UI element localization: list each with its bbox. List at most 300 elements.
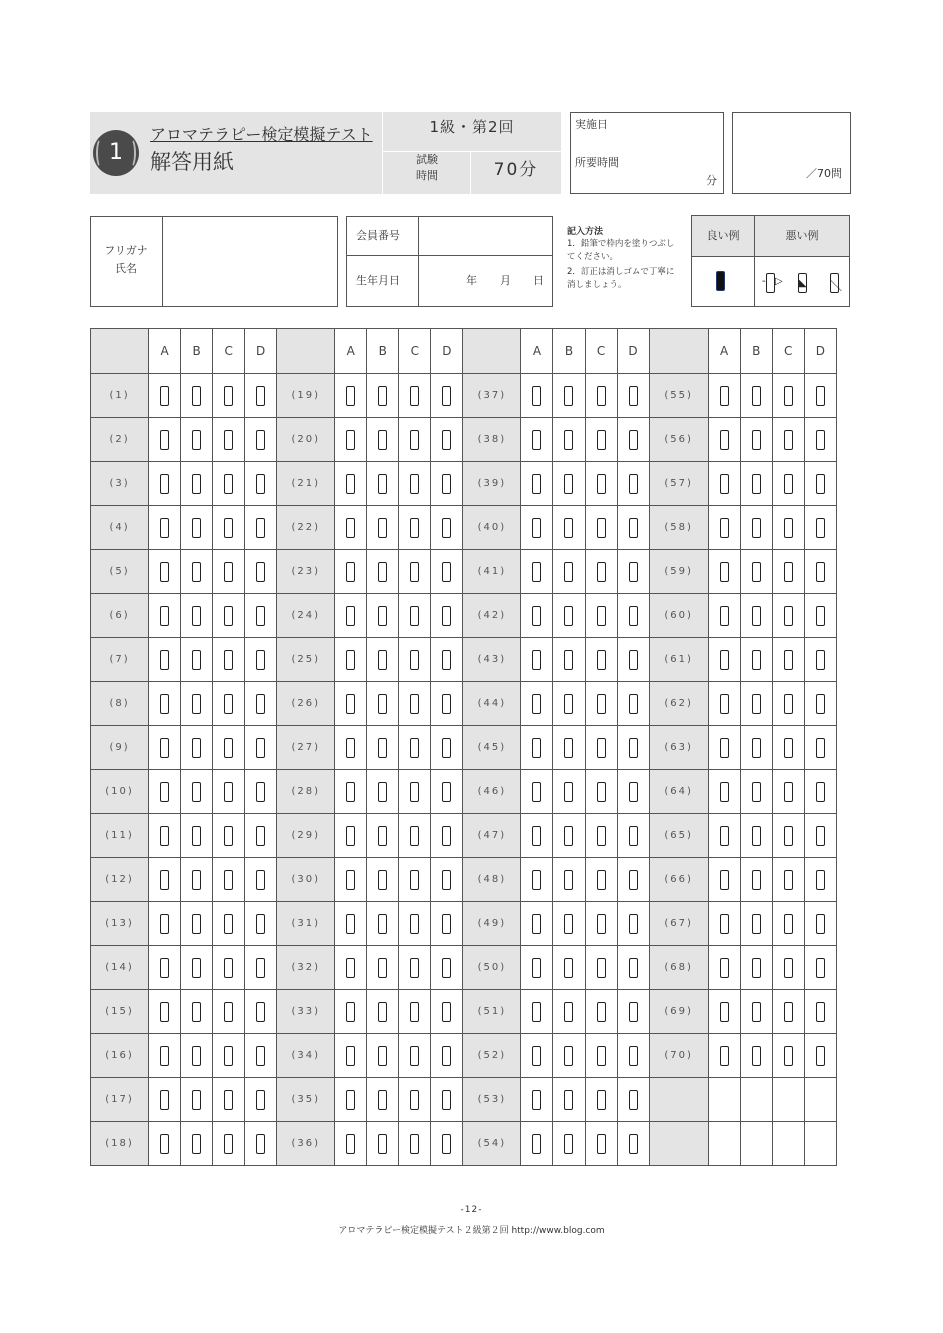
answer-cell[interactable] xyxy=(617,506,649,550)
answer-bubble[interactable] xyxy=(410,518,419,538)
answer-cell[interactable] xyxy=(367,638,399,682)
answer-cell[interactable] xyxy=(617,1122,649,1166)
answer-bubble[interactable] xyxy=(442,650,451,670)
answer-bubble[interactable] xyxy=(378,386,387,406)
answer-bubble[interactable] xyxy=(410,562,419,582)
answer-bubble[interactable] xyxy=(532,694,541,714)
answer-bubble[interactable] xyxy=(160,606,169,626)
answer-bubble[interactable] xyxy=(346,474,355,494)
answer-bubble[interactable] xyxy=(192,914,201,934)
answer-bubble[interactable] xyxy=(256,606,265,626)
answer-bubble[interactable] xyxy=(752,1002,761,1022)
answer-bubble[interactable] xyxy=(629,386,638,406)
answer-bubble[interactable] xyxy=(442,1002,451,1022)
answer-bubble[interactable] xyxy=(378,606,387,626)
answer-bubble[interactable] xyxy=(224,386,233,406)
answer-bubble[interactable] xyxy=(160,518,169,538)
answer-cell[interactable] xyxy=(740,946,772,990)
answer-bubble[interactable] xyxy=(224,1134,233,1154)
answer-cell[interactable] xyxy=(772,550,804,594)
answer-bubble[interactable] xyxy=(597,738,606,758)
answer-bubble[interactable] xyxy=(752,870,761,890)
answer-bubble[interactable] xyxy=(564,386,573,406)
answer-cell[interactable] xyxy=(213,1034,245,1078)
answer-cell[interactable] xyxy=(181,638,213,682)
answer-cell[interactable] xyxy=(149,902,181,946)
answer-cell[interactable] xyxy=(740,506,772,550)
answer-bubble[interactable] xyxy=(532,1046,541,1066)
answer-cell[interactable] xyxy=(585,1034,617,1078)
answer-cell[interactable] xyxy=(399,770,431,814)
answer-bubble[interactable] xyxy=(784,650,793,670)
answer-cell[interactable] xyxy=(181,770,213,814)
answer-cell[interactable] xyxy=(521,770,553,814)
answer-cell[interactable] xyxy=(399,1034,431,1078)
answer-bubble[interactable] xyxy=(784,386,793,406)
answer-bubble[interactable] xyxy=(224,430,233,450)
answer-cell[interactable] xyxy=(149,946,181,990)
answer-bubble[interactable] xyxy=(784,606,793,626)
answer-bubble[interactable] xyxy=(378,430,387,450)
answer-bubble[interactable] xyxy=(816,826,825,846)
answer-bubble[interactable] xyxy=(442,474,451,494)
answer-cell[interactable] xyxy=(431,1034,463,1078)
answer-cell[interactable] xyxy=(804,550,836,594)
answer-cell[interactable] xyxy=(335,946,367,990)
answer-cell[interactable] xyxy=(804,814,836,858)
answer-bubble[interactable] xyxy=(160,430,169,450)
answer-bubble[interactable] xyxy=(532,386,541,406)
answer-bubble[interactable] xyxy=(410,1090,419,1110)
answer-cell[interactable] xyxy=(708,374,740,418)
answer-cell[interactable] xyxy=(708,726,740,770)
answer-bubble[interactable] xyxy=(160,826,169,846)
answer-cell[interactable] xyxy=(521,814,553,858)
answer-cell[interactable] xyxy=(181,550,213,594)
answer-bubble[interactable] xyxy=(256,782,265,802)
answer-cell[interactable] xyxy=(367,506,399,550)
answer-cell[interactable] xyxy=(804,1034,836,1078)
answer-bubble[interactable] xyxy=(442,606,451,626)
answer-bubble[interactable] xyxy=(256,474,265,494)
answer-bubble[interactable] xyxy=(720,1002,729,1022)
answer-bubble[interactable] xyxy=(442,1134,451,1154)
answer-bubble[interactable] xyxy=(752,782,761,802)
answer-cell[interactable] xyxy=(431,594,463,638)
answer-cell[interactable] xyxy=(367,418,399,462)
answer-cell[interactable] xyxy=(181,418,213,462)
answer-bubble[interactable] xyxy=(346,1090,355,1110)
answer-bubble[interactable] xyxy=(816,518,825,538)
answer-cell[interactable] xyxy=(553,1122,585,1166)
answer-bubble[interactable] xyxy=(720,386,729,406)
answer-bubble[interactable] xyxy=(160,650,169,670)
answer-bubble[interactable] xyxy=(597,914,606,934)
answer-cell[interactable] xyxy=(335,814,367,858)
answer-bubble[interactable] xyxy=(564,1002,573,1022)
answer-bubble[interactable] xyxy=(224,738,233,758)
answer-bubble[interactable] xyxy=(532,1002,541,1022)
answer-cell[interactable] xyxy=(213,770,245,814)
answer-cell[interactable] xyxy=(772,902,804,946)
score-box[interactable] xyxy=(732,112,851,194)
answer-bubble[interactable] xyxy=(224,518,233,538)
answer-cell[interactable] xyxy=(431,462,463,506)
answer-cell[interactable] xyxy=(399,682,431,726)
answer-bubble[interactable] xyxy=(410,738,419,758)
answer-cell[interactable] xyxy=(617,770,649,814)
answer-bubble[interactable] xyxy=(378,694,387,714)
answer-cell[interactable] xyxy=(245,858,277,902)
answer-cell[interactable] xyxy=(335,550,367,594)
answer-cell[interactable] xyxy=(367,726,399,770)
answer-bubble[interactable] xyxy=(597,1046,606,1066)
answer-cell[interactable] xyxy=(399,946,431,990)
answer-cell[interactable] xyxy=(585,990,617,1034)
answer-bubble[interactable] xyxy=(442,694,451,714)
answer-cell[interactable] xyxy=(553,506,585,550)
answer-bubble[interactable] xyxy=(224,474,233,494)
answer-cell[interactable] xyxy=(149,462,181,506)
answer-cell[interactable] xyxy=(585,682,617,726)
answer-bubble[interactable] xyxy=(597,386,606,406)
answer-bubble[interactable] xyxy=(346,1046,355,1066)
answer-cell[interactable] xyxy=(772,990,804,1034)
answer-cell[interactable] xyxy=(181,814,213,858)
answer-cell[interactable] xyxy=(553,902,585,946)
answer-bubble[interactable] xyxy=(532,738,541,758)
answer-cell[interactable] xyxy=(708,506,740,550)
answer-bubble[interactable] xyxy=(346,958,355,978)
answer-cell[interactable] xyxy=(740,638,772,682)
answer-bubble[interactable] xyxy=(597,518,606,538)
answer-bubble[interactable] xyxy=(410,1002,419,1022)
answer-cell[interactable] xyxy=(521,462,553,506)
answer-bubble[interactable] xyxy=(224,782,233,802)
answer-cell[interactable] xyxy=(553,1078,585,1122)
answer-cell[interactable] xyxy=(149,638,181,682)
answer-cell[interactable] xyxy=(553,374,585,418)
answer-bubble[interactable] xyxy=(256,1046,265,1066)
answer-cell[interactable] xyxy=(399,902,431,946)
answer-cell[interactable] xyxy=(521,902,553,946)
answer-cell[interactable] xyxy=(804,858,836,902)
answer-cell[interactable] xyxy=(245,462,277,506)
answer-cell[interactable] xyxy=(181,1078,213,1122)
answer-cell[interactable] xyxy=(708,550,740,594)
answer-cell[interactable] xyxy=(245,1122,277,1166)
answer-bubble[interactable] xyxy=(720,1046,729,1066)
answer-bubble[interactable] xyxy=(410,694,419,714)
answer-bubble[interactable] xyxy=(532,958,541,978)
answer-bubble[interactable] xyxy=(532,562,541,582)
answer-cell[interactable] xyxy=(335,990,367,1034)
answer-bubble[interactable] xyxy=(346,606,355,626)
answer-cell[interactable] xyxy=(617,374,649,418)
answer-bubble[interactable] xyxy=(160,386,169,406)
answer-bubble[interactable] xyxy=(442,826,451,846)
answer-bubble[interactable] xyxy=(378,958,387,978)
answer-cell[interactable] xyxy=(804,594,836,638)
answer-bubble[interactable] xyxy=(720,870,729,890)
answer-bubble[interactable] xyxy=(192,606,201,626)
answer-cell[interactable] xyxy=(617,1034,649,1078)
answer-cell[interactable] xyxy=(213,374,245,418)
answer-bubble[interactable] xyxy=(564,782,573,802)
answer-cell[interactable] xyxy=(245,726,277,770)
answer-bubble[interactable] xyxy=(752,606,761,626)
answer-cell[interactable] xyxy=(617,1078,649,1122)
answer-cell[interactable] xyxy=(399,506,431,550)
answer-cell[interactable] xyxy=(740,726,772,770)
answer-cell[interactable] xyxy=(245,594,277,638)
answer-bubble[interactable] xyxy=(629,694,638,714)
answer-cell[interactable] xyxy=(521,418,553,462)
answer-cell[interactable] xyxy=(367,990,399,1034)
answer-bubble[interactable] xyxy=(224,694,233,714)
answer-bubble[interactable] xyxy=(629,562,638,582)
answer-cell[interactable] xyxy=(617,594,649,638)
answer-bubble[interactable] xyxy=(532,606,541,626)
answer-bubble[interactable] xyxy=(410,1046,419,1066)
answer-cell[interactable] xyxy=(181,858,213,902)
answer-bubble[interactable] xyxy=(442,870,451,890)
answer-cell[interactable] xyxy=(772,506,804,550)
answer-bubble[interactable] xyxy=(378,1090,387,1110)
answer-bubble[interactable] xyxy=(378,1134,387,1154)
answer-cell[interactable] xyxy=(245,770,277,814)
answer-bubble[interactable] xyxy=(346,562,355,582)
answer-cell[interactable] xyxy=(335,1078,367,1122)
answer-cell[interactable] xyxy=(367,1122,399,1166)
answer-bubble[interactable] xyxy=(346,1002,355,1022)
answer-bubble[interactable] xyxy=(752,1046,761,1066)
answer-cell[interactable] xyxy=(213,946,245,990)
answer-cell[interactable] xyxy=(585,814,617,858)
answer-cell[interactable] xyxy=(245,506,277,550)
answer-bubble[interactable] xyxy=(256,1134,265,1154)
answer-cell[interactable] xyxy=(149,594,181,638)
answer-cell[interactable] xyxy=(553,462,585,506)
answer-cell[interactable] xyxy=(335,902,367,946)
answer-cell[interactable] xyxy=(245,1034,277,1078)
answer-bubble[interactable] xyxy=(784,826,793,846)
answer-cell[interactable] xyxy=(399,814,431,858)
answer-bubble[interactable] xyxy=(629,870,638,890)
answer-bubble[interactable] xyxy=(160,562,169,582)
answer-cell[interactable] xyxy=(585,770,617,814)
answer-bubble[interactable] xyxy=(442,386,451,406)
answer-bubble[interactable] xyxy=(378,474,387,494)
answer-bubble[interactable] xyxy=(597,650,606,670)
answer-cell[interactable] xyxy=(708,682,740,726)
answer-cell[interactable] xyxy=(431,418,463,462)
answer-bubble[interactable] xyxy=(442,430,451,450)
answer-cell[interactable] xyxy=(149,858,181,902)
answer-bubble[interactable] xyxy=(192,1046,201,1066)
answer-cell[interactable] xyxy=(335,682,367,726)
answer-bubble[interactable] xyxy=(532,870,541,890)
answer-cell[interactable] xyxy=(245,638,277,682)
answer-cell[interactable] xyxy=(708,770,740,814)
answer-cell[interactable] xyxy=(399,858,431,902)
answer-cell[interactable] xyxy=(213,902,245,946)
answer-bubble[interactable] xyxy=(442,914,451,934)
answer-bubble[interactable] xyxy=(564,1134,573,1154)
answer-bubble[interactable] xyxy=(720,826,729,846)
answer-bubble[interactable] xyxy=(629,1090,638,1110)
answer-bubble[interactable] xyxy=(564,958,573,978)
answer-bubble[interactable] xyxy=(784,870,793,890)
answer-cell[interactable] xyxy=(521,374,553,418)
answer-bubble[interactable] xyxy=(752,650,761,670)
answer-bubble[interactable] xyxy=(192,386,201,406)
answer-bubble[interactable] xyxy=(532,474,541,494)
answer-cell[interactable] xyxy=(804,638,836,682)
answer-cell[interactable] xyxy=(521,726,553,770)
answer-cell[interactable] xyxy=(213,990,245,1034)
answer-bubble[interactable] xyxy=(752,474,761,494)
answer-cell[interactable] xyxy=(149,418,181,462)
answer-cell[interactable] xyxy=(149,814,181,858)
answer-bubble[interactable] xyxy=(752,430,761,450)
answer-bubble[interactable] xyxy=(378,782,387,802)
answer-cell[interactable] xyxy=(585,946,617,990)
answer-bubble[interactable] xyxy=(720,738,729,758)
answer-cell[interactable] xyxy=(553,946,585,990)
answer-cell[interactable] xyxy=(740,418,772,462)
answer-cell[interactable] xyxy=(213,418,245,462)
answer-bubble[interactable] xyxy=(784,1002,793,1022)
answer-bubble[interactable] xyxy=(752,694,761,714)
answer-bubble[interactable] xyxy=(192,1134,201,1154)
answer-bubble[interactable] xyxy=(720,694,729,714)
answer-cell[interactable] xyxy=(740,770,772,814)
answer-bubble[interactable] xyxy=(378,914,387,934)
answer-bubble[interactable] xyxy=(564,474,573,494)
answer-bubble[interactable] xyxy=(564,826,573,846)
answer-cell[interactable] xyxy=(213,1078,245,1122)
answer-cell[interactable] xyxy=(245,418,277,462)
answer-cell[interactable] xyxy=(740,374,772,418)
answer-bubble[interactable] xyxy=(816,562,825,582)
answer-bubble[interactable] xyxy=(160,870,169,890)
answer-bubble[interactable] xyxy=(256,870,265,890)
answer-bubble[interactable] xyxy=(629,606,638,626)
answer-cell[interactable] xyxy=(335,374,367,418)
answer-bubble[interactable] xyxy=(532,914,541,934)
answer-bubble[interactable] xyxy=(532,826,541,846)
answer-cell[interactable] xyxy=(431,1122,463,1166)
answer-cell[interactable] xyxy=(708,1034,740,1078)
answer-cell[interactable] xyxy=(708,814,740,858)
answer-bubble[interactable] xyxy=(784,958,793,978)
answer-cell[interactable] xyxy=(335,858,367,902)
answer-cell[interactable] xyxy=(213,858,245,902)
answer-cell[interactable] xyxy=(585,594,617,638)
answer-bubble[interactable] xyxy=(442,518,451,538)
answer-cell[interactable] xyxy=(399,638,431,682)
answer-cell[interactable] xyxy=(367,814,399,858)
answer-cell[interactable] xyxy=(585,418,617,462)
answer-bubble[interactable] xyxy=(597,430,606,450)
answer-cell[interactable] xyxy=(708,462,740,506)
answer-cell[interactable] xyxy=(335,770,367,814)
answer-cell[interactable] xyxy=(617,682,649,726)
answer-cell[interactable] xyxy=(804,506,836,550)
answer-cell[interactable] xyxy=(149,682,181,726)
answer-cell[interactable] xyxy=(521,1034,553,1078)
answer-cell[interactable] xyxy=(740,858,772,902)
answer-cell[interactable] xyxy=(585,550,617,594)
answer-bubble[interactable] xyxy=(442,738,451,758)
answer-bubble[interactable] xyxy=(597,1002,606,1022)
answer-bubble[interactable] xyxy=(346,870,355,890)
answer-bubble[interactable] xyxy=(752,386,761,406)
answer-bubble[interactable] xyxy=(629,518,638,538)
answer-cell[interactable] xyxy=(772,858,804,902)
answer-cell[interactable] xyxy=(399,990,431,1034)
answer-bubble[interactable] xyxy=(346,738,355,758)
answer-cell[interactable] xyxy=(708,902,740,946)
answer-cell[interactable] xyxy=(521,990,553,1034)
answer-bubble[interactable] xyxy=(224,870,233,890)
answer-bubble[interactable] xyxy=(816,1002,825,1022)
answer-cell[interactable] xyxy=(213,726,245,770)
answer-cell[interactable] xyxy=(740,462,772,506)
answer-cell[interactable] xyxy=(335,726,367,770)
answer-cell[interactable] xyxy=(553,594,585,638)
answer-cell[interactable] xyxy=(553,726,585,770)
answer-bubble[interactable] xyxy=(442,782,451,802)
answer-bubble[interactable] xyxy=(720,430,729,450)
answer-bubble[interactable] xyxy=(192,562,201,582)
answer-cell[interactable] xyxy=(399,1078,431,1122)
answer-cell[interactable] xyxy=(553,550,585,594)
answer-bubble[interactable] xyxy=(597,782,606,802)
answer-bubble[interactable] xyxy=(192,782,201,802)
answer-bubble[interactable] xyxy=(597,826,606,846)
answer-cell[interactable] xyxy=(149,726,181,770)
answer-bubble[interactable] xyxy=(192,958,201,978)
answer-cell[interactable] xyxy=(181,682,213,726)
answer-bubble[interactable] xyxy=(564,606,573,626)
answer-bubble[interactable] xyxy=(532,1134,541,1154)
answer-bubble[interactable] xyxy=(160,694,169,714)
answer-bubble[interactable] xyxy=(784,474,793,494)
answer-bubble[interactable] xyxy=(224,650,233,670)
answer-cell[interactable] xyxy=(149,1034,181,1078)
answer-cell[interactable] xyxy=(213,814,245,858)
answer-cell[interactable] xyxy=(521,638,553,682)
answer-cell[interactable] xyxy=(804,770,836,814)
answer-bubble[interactable] xyxy=(256,562,265,582)
answer-cell[interactable] xyxy=(213,1122,245,1166)
answer-bubble[interactable] xyxy=(597,562,606,582)
answer-bubble[interactable] xyxy=(629,826,638,846)
answer-bubble[interactable] xyxy=(629,914,638,934)
answer-bubble[interactable] xyxy=(378,826,387,846)
answer-bubble[interactable] xyxy=(160,474,169,494)
answer-cell[interactable] xyxy=(431,506,463,550)
answer-bubble[interactable] xyxy=(192,474,201,494)
answer-cell[interactable] xyxy=(772,374,804,418)
answer-bubble[interactable] xyxy=(192,826,201,846)
answer-cell[interactable] xyxy=(181,462,213,506)
answer-bubble[interactable] xyxy=(816,430,825,450)
answer-cell[interactable] xyxy=(245,902,277,946)
answer-cell[interactable] xyxy=(399,374,431,418)
